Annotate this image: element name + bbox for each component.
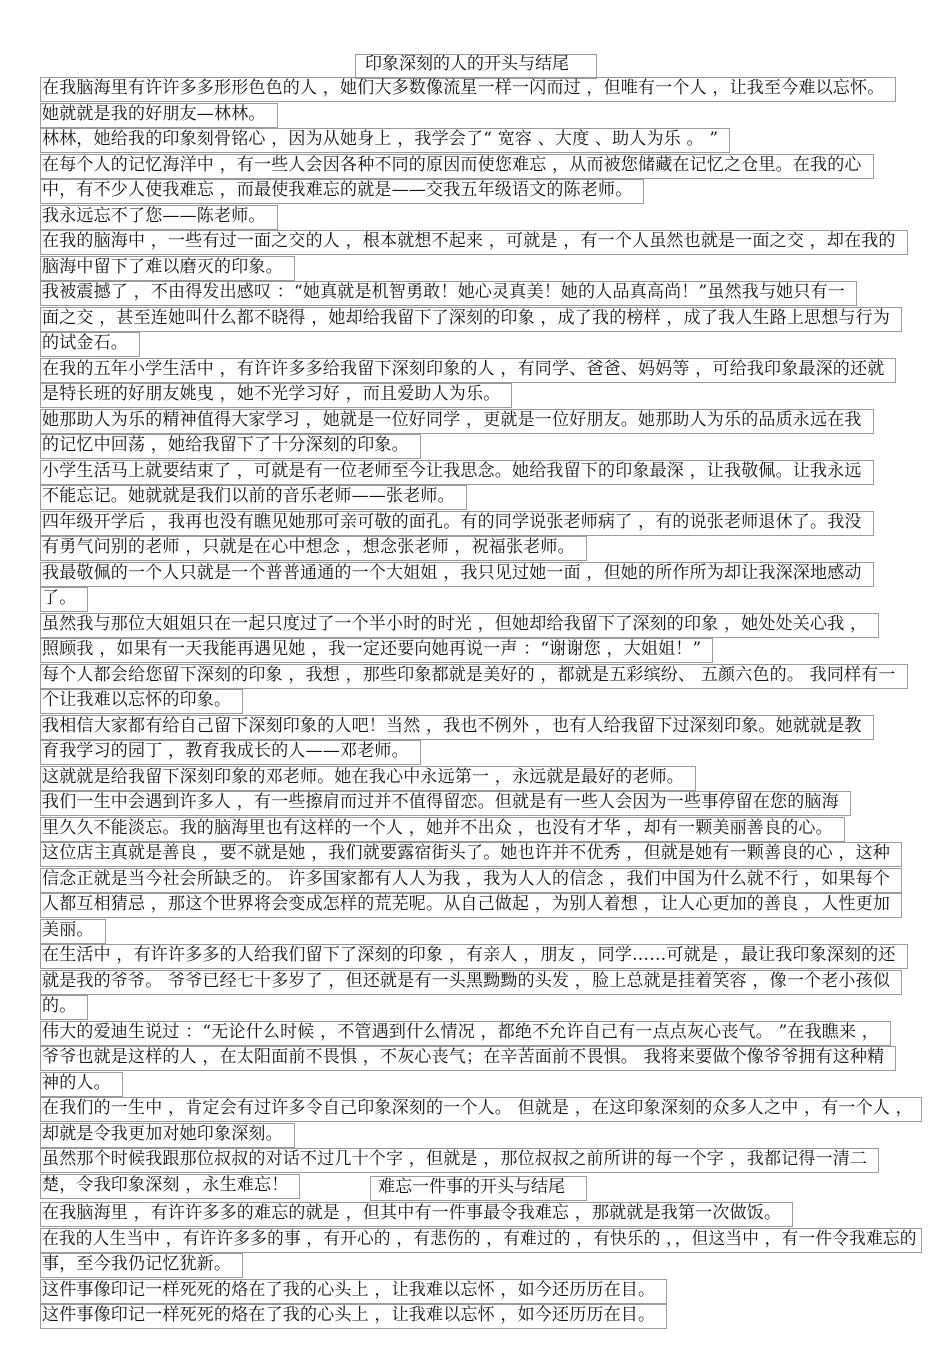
text-line: 美丽。: [42, 919, 94, 940]
text-line: 这位店主真就是善良 ，要不就是她 ，我们就要露宿街头了。她也许并不优秀 ，但就是她有一颗善良的心 ，这种: [42, 843, 891, 863]
text-line: 了。: [42, 588, 77, 608]
text-line: 林林，她给我的印象刻骨铭心 ，因为从她身上 ，我学会了“ 宽容 、大度 、助人为乐 。 ”: [42, 129, 719, 149]
text-line: 这件事像印记一样死死的烙在了我的心头上 ，让我难以忘怀 ，如今还历历在目。: [42, 1279, 656, 1300]
text-line: 虽然那个时候我跟那位叔叔的对话不过几十个字 ，但就是 ，那位叔叔之前所讲的每一个字 ，我都记得一清二: [42, 1149, 868, 1169]
text-line: 神的人。: [42, 1072, 111, 1093]
text-line: 在我的五年小学生活中 ，有许许多多给我留下深刻印象的人 ，有同学、爸爸、妈妈等 ，可给我印象最深的还就: [42, 358, 885, 379]
section-title: 难忘一件事的开头与结尾: [378, 1177, 565, 1197]
text-line: 她那助人为乐的精神值得大家学习 ，她就是一位好同学 ，更就是一位好朋友。她那助人为乐的品质永远在我: [42, 409, 862, 430]
text-line: 个让我难以忘怀的印象。: [42, 690, 232, 710]
text-line: 在每个人的记忆海洋中 ，有一些人会因各种不同的原因而使您难忘 ，从而被您储藏在记忆之仓里。在我的心: [42, 154, 862, 175]
text-line: 在我的人生当中 ，有许许多多的事 ，有开心的 ，有悲伤的 ，有难过的 ，有快乐的 ，，但这当中 ，有一件令我难忘的: [42, 1228, 917, 1249]
text-line: 在我脑海里有许许多多形形色色的人 ，她们大多数像流星一样一闪而过 ，但唯有一个人 ，让我至今难以忘怀。: [42, 78, 885, 98]
text-line: 有勇气问别的老师 ，只就是在心中想念 ，想念张老师 ，祝福张老师。: [42, 537, 575, 557]
text-line: 在我们的一生中 ，肯定会有过许多令自己印象深刻的一个人。 但就是 ，在这印象深刻的众多人之中 ，有一个人 ，: [42, 1098, 913, 1118]
text-line: 这就就是给我留下深刻印象的邓老师。她在我心中永远第一 ，永远就是最好的老师。: [42, 766, 685, 787]
text-line: 在生活中 ，有许许多多的人给我们留下了深刻的印象 ，有亲人 ，朋友 ，同学……可就是 ，最让我印象深刻的还: [42, 945, 896, 965]
text-line: 人都互相猜忌 ，那这个世界将会变成怎样的荒芜呢。从自己做起 ，为别人着想 ，让人心更加的善良 ，人性更加: [42, 894, 891, 914]
text-line: 照顾我 ，如果有一天我能再遇见她 ，我一定还要向她再说一声 ：“谢谢您 ，大姐姐！”: [42, 639, 702, 659]
text-line: 我最敬佩的一个人只就是一个普普通通的一个大姐姐 ，我只见过她一面 ，但她的所作所为却让我深深地感动: [42, 562, 862, 583]
text-line: 在我脑海里 ，有许许多多的难忘的就是 ，但其中有一件事最令我难忘 ，那就就是我第一次做饭。: [42, 1203, 782, 1223]
text-line: 脑海中留下了难以磨灭的印象。: [42, 256, 283, 277]
text-line: 这件事像印记一样死死的烙在了我的心头上 ，让我难以忘怀 ，如今还历历在目。: [42, 1305, 656, 1325]
text-line: 她就就是我的好朋友—林林。: [42, 103, 266, 124]
text-line: 楚，令我印象深刻 ，永生难忘！: [42, 1174, 289, 1195]
text-line: 里久久不能淡忘。我的脑海里也有这样的一个人 ，她并不出众 ，也没有才华 ，却有一颗美丽善良的心。: [42, 817, 833, 838]
text-line: 爷爷也就是这样的人 ，在太阳面前不畏惧 ，不灰心丧气；在辛苦面前不畏惧。 我将来要做个像爷爷拥有这种精: [42, 1047, 885, 1067]
text-line: 是特长班的好朋友姚曳 ，她不光学习好 ，而且爱助人为乐。: [42, 384, 501, 404]
text-line: 育我学习的园丁 ，教育我成长的人——邓老师。: [42, 741, 409, 761]
text-line: 伟大的爱迪生说过 ：“无论什么时候 ，不管遇到什么情况 ，都绝不允许自己有一点点灰心丧气。 ”在我瞧来 ，: [42, 1021, 879, 1042]
text-line: 每个人都会给您留下深刻的印象 ，我想 ，那些印象都就是美好的 ，都就是五彩缤纷、 五颜六色的。 我同样有一: [42, 664, 896, 685]
section-title: 印象深刻的人的开头与结尾: [365, 54, 569, 74]
text-line: 中，有不少人使我难忘 ，而最使我难忘的就是——交我五年级语文的陈老师。: [42, 180, 633, 200]
text-line: 就是我的爷爷。 爷爷已经七十多岁了 ，但还就是有一头黑黝黝的头发 ，脸上总就是挂着笑容 ，像一个老小孩似: [42, 970, 891, 991]
text-line: 的试金石。: [42, 333, 128, 353]
text-line: 我相信大家都有给自己留下深刻印象的人吧！当然 ，我也不例外 ，也有人给我留下过深刻印象。她就就是教: [42, 715, 862, 736]
text-line: 却就是令我更加对她印象深刻。: [42, 1123, 283, 1144]
text-line: 我永远忘不了您——陈老师。: [42, 205, 266, 226]
text-line: 四年级开学后 ，我再也没有瞧见她那可亲可敬的面孔。有的同学说张老师病了 ，有的说张老师退休了。我没: [42, 511, 862, 532]
text-line: 在我的脑海中 ，一些有过一面之交的人 ，根本就想不起来 ，可就是 ，有一个人虽然也就是一面之交 ，却在我的: [42, 231, 896, 251]
text-line: 信念正就是当今社会所缺乏的。 许多国家都有人人为我 ，我为人人的信念 ，我们中国为什么就不行 ，如果每个: [42, 868, 891, 889]
text-line: 虽然我与那位大姐姐只在一起只度过了一个半小时的时光 ，但她却给我留下了深刻的印象 ，她处处关心我 ，: [42, 613, 868, 634]
text-line: 我们一生中会遇到许多人 ，有一些擦肩而过并不值得留恋。但就是有一些人会因为一些事停留在您的脑海: [42, 792, 839, 812]
text-line: 事，至今我仍记忆犹新。: [42, 1254, 232, 1274]
text-line: 我被震撼了 ，不由得发出感叹 ：“她真就是机智勇敢！她心灵真美！她的人品真高尚！”虽然我与她只有一: [42, 282, 845, 302]
text-line: 的。: [42, 996, 77, 1016]
text-line: 的记忆中回荡 ，她给我留下了十分深刻的印象。: [42, 435, 409, 455]
text-line: 不能忘记。她就就是我们以前的音乐老师——张老师。: [42, 486, 455, 506]
text-line: 面之交 ，甚至连她叫什么都不晓得 ，她却给我留下了深刻的印象 ，成了我的榜样 ，成了我人生路上思想与行为: [42, 307, 891, 328]
text-line: 小学生活马上就要结束了 ，可就是有一位老师至今让我思念。她给我留下的印象最深 ，让我敬佩。让我永远: [42, 460, 862, 481]
